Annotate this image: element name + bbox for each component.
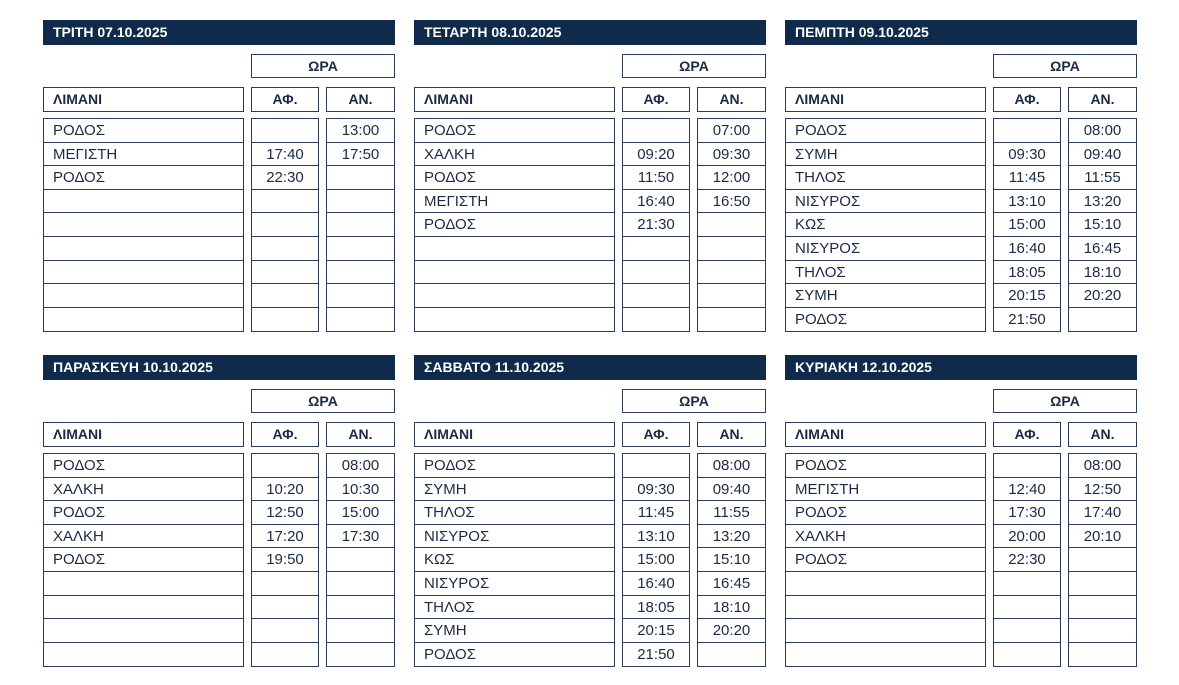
port-cell: ΡΟΔΟΣ (785, 453, 986, 478)
port-column-header: ΛΙΜΑΝΙ (43, 422, 244, 447)
port-column-header: ΛΙΜΑΝΙ (43, 87, 244, 112)
time-header: ΩΡΑ (993, 389, 1137, 413)
departure-cell: 19:50 (251, 547, 319, 572)
time-header: ΩΡΑ (622, 54, 766, 78)
port-cell (43, 236, 244, 261)
departure-cell: 09:30 (622, 477, 690, 502)
arrival-cell (326, 165, 395, 190)
arrival-cell: 12:00 (697, 165, 766, 190)
departure-cell: 18:05 (622, 595, 690, 620)
departure-cell: 16:40 (993, 236, 1061, 261)
port-cell: ΤΗΛΟΣ (785, 260, 986, 285)
departure-cell (622, 118, 690, 143)
departure-cell (251, 571, 319, 596)
departure-cell (622, 307, 690, 332)
arrival-cell: 16:45 (697, 571, 766, 596)
departure-column-header: ΑΦ. (993, 422, 1061, 447)
arrival-cell (326, 595, 395, 620)
arrival-cell: 18:10 (1068, 260, 1137, 285)
arrival-cell (697, 260, 766, 285)
departure-column-header: ΑΦ. (993, 87, 1061, 112)
port-cell: ΡΟΔΟΣ (414, 165, 615, 190)
departure-cell (993, 595, 1061, 620)
departure-cell (622, 453, 690, 478)
arrival-cell: 12:50 (1068, 477, 1137, 502)
port-cell (43, 283, 244, 308)
arrival-cell: 15:10 (1068, 212, 1137, 237)
departure-cell: 11:45 (993, 165, 1061, 190)
arrival-cell (326, 642, 395, 667)
arrival-cell (697, 642, 766, 667)
port-cell: ΜΕΓΙΣΤΗ (414, 189, 615, 214)
departure-cell: 10:20 (251, 477, 319, 502)
port-cell: ΤΗΛΟΣ (414, 500, 615, 525)
departure-cell: 11:45 (622, 500, 690, 525)
port-cell: ΡΟΔΟΣ (43, 453, 244, 478)
port-cell: ΡΟΔΟΣ (414, 118, 615, 143)
arrival-cell: 08:00 (326, 453, 395, 478)
port-cell (414, 236, 615, 261)
arrival-cell (697, 236, 766, 261)
departure-cell: 09:20 (622, 142, 690, 167)
arrival-cell: 13:20 (697, 524, 766, 549)
arrival-cell (697, 307, 766, 332)
port-column-header: ΛΙΜΑΝΙ (785, 87, 986, 112)
departure-cell (251, 618, 319, 643)
departure-column-header: ΑΦ. (622, 87, 690, 112)
port-cell: ΡΟΔΟΣ (785, 118, 986, 143)
port-cell: ΡΟΔΟΣ (785, 307, 986, 332)
departure-cell (251, 642, 319, 667)
departure-cell: 20:15 (993, 283, 1061, 308)
arrival-cell: 17:30 (326, 524, 395, 549)
arrival-cell (326, 212, 395, 237)
port-column-header: ΛΙΜΑΝΙ (414, 422, 615, 447)
arrival-column-header: ΑΝ. (697, 87, 766, 112)
departure-cell (251, 212, 319, 237)
port-cell (414, 307, 615, 332)
arrival-cell (1068, 547, 1137, 572)
departure-cell: 12:40 (993, 477, 1061, 502)
arrival-cell (1068, 642, 1137, 667)
departure-cell (622, 260, 690, 285)
departure-cell: 17:20 (251, 524, 319, 549)
port-cell: ΜΕΓΙΣΤΗ (43, 142, 244, 167)
port-cell: ΝΙΣΥΡΟΣ (785, 236, 986, 261)
departure-cell: 17:40 (251, 142, 319, 167)
port-cell: ΤΗΛΟΣ (414, 595, 615, 620)
departure-cell: 22:30 (993, 547, 1061, 572)
arrival-column-header: ΑΝ. (326, 422, 395, 447)
port-cell: ΣΥΜΗ (414, 618, 615, 643)
arrival-cell: 17:50 (326, 142, 395, 167)
port-cell (43, 260, 244, 285)
port-cell (43, 212, 244, 237)
time-header: ΩΡΑ (251, 54, 395, 78)
port-cell: ΝΙΣΥΡΟΣ (785, 189, 986, 214)
arrival-cell: 15:00 (326, 500, 395, 525)
port-cell: ΚΩΣ (414, 547, 615, 572)
arrival-cell (326, 260, 395, 285)
port-cell: ΝΙΣΥΡΟΣ (414, 571, 615, 596)
departure-cell: 22:30 (251, 165, 319, 190)
arrival-cell (326, 618, 395, 643)
arrival-cell (1068, 618, 1137, 643)
arrival-cell: 16:50 (697, 189, 766, 214)
day-header: ΣΑΒΒΑΤΟ 11.10.2025 (414, 355, 766, 380)
arrival-cell (326, 283, 395, 308)
arrival-cell: 07:00 (697, 118, 766, 143)
day-header: ΠΑΡΑΣΚΕΥΗ 10.10.2025 (43, 355, 395, 380)
departure-cell: 21:50 (993, 307, 1061, 332)
port-cell: ΣΥΜΗ (785, 283, 986, 308)
departure-cell (251, 307, 319, 332)
port-cell (414, 283, 615, 308)
port-cell: ΡΟΔΟΣ (43, 165, 244, 190)
arrival-cell: 20:20 (1068, 283, 1137, 308)
port-cell: ΡΟΔΟΣ (414, 212, 615, 237)
departure-cell: 09:30 (993, 142, 1061, 167)
arrival-column-header: ΑΝ. (1068, 422, 1137, 447)
arrival-cell (1068, 307, 1137, 332)
departure-cell (622, 236, 690, 261)
time-header: ΩΡΑ (993, 54, 1137, 78)
departure-column-header: ΑΦ. (622, 422, 690, 447)
port-cell: ΣΥΜΗ (785, 142, 986, 167)
departure-cell: 21:50 (622, 642, 690, 667)
departure-cell (251, 595, 319, 620)
departure-cell (993, 642, 1061, 667)
arrival-cell (1068, 595, 1137, 620)
departure-cell (622, 283, 690, 308)
port-cell: ΧΑΛΚΗ (785, 524, 986, 549)
departure-cell: 20:15 (622, 618, 690, 643)
port-cell: ΡΟΔΟΣ (43, 500, 244, 525)
arrival-cell: 09:30 (697, 142, 766, 167)
port-cell: ΧΑΛΚΗ (414, 142, 615, 167)
departure-cell (993, 618, 1061, 643)
day-header: ΤΡΙΤΗ 07.10.2025 (43, 20, 395, 45)
port-cell (43, 571, 244, 596)
arrival-cell (697, 283, 766, 308)
day-header: ΠΕΜΠΤΗ 09.10.2025 (785, 20, 1137, 45)
departure-cell: 20:00 (993, 524, 1061, 549)
port-cell: ΝΙΣΥΡΟΣ (414, 524, 615, 549)
arrival-cell: 09:40 (697, 477, 766, 502)
port-cell: ΡΟΔΟΣ (414, 453, 615, 478)
departure-cell: 17:30 (993, 500, 1061, 525)
arrival-cell: 17:40 (1068, 500, 1137, 525)
time-header: ΩΡΑ (251, 389, 395, 413)
arrival-cell: 18:10 (697, 595, 766, 620)
departure-cell: 21:30 (622, 212, 690, 237)
departure-cell: 13:10 (622, 524, 690, 549)
arrival-cell: 20:10 (1068, 524, 1137, 549)
arrival-cell: 11:55 (1068, 165, 1137, 190)
day-header: ΤΕΤΑΡΤΗ 08.10.2025 (414, 20, 766, 45)
departure-cell (251, 453, 319, 478)
port-cell (414, 260, 615, 285)
day-header: ΚΥΡΙΑΚΗ 12.10.2025 (785, 355, 1137, 380)
port-cell (43, 307, 244, 332)
port-cell: ΜΕΓΙΣΤΗ (785, 477, 986, 502)
arrival-cell: 08:00 (697, 453, 766, 478)
departure-cell (251, 283, 319, 308)
port-cell: ΚΩΣ (785, 212, 986, 237)
departure-column-header: ΑΦ. (251, 87, 319, 112)
arrival-cell: 08:00 (1068, 118, 1137, 143)
departure-cell: 12:50 (251, 500, 319, 525)
arrival-column-header: ΑΝ. (1068, 87, 1137, 112)
arrival-cell: 13:20 (1068, 189, 1137, 214)
departure-cell (993, 571, 1061, 596)
departure-cell: 13:10 (993, 189, 1061, 214)
arrival-cell: 20:20 (697, 618, 766, 643)
port-cell: ΧΑΛΚΗ (43, 524, 244, 549)
departure-cell (251, 260, 319, 285)
arrival-cell: 10:30 (326, 477, 395, 502)
port-cell (43, 595, 244, 620)
port-cell: ΡΟΔΟΣ (43, 547, 244, 572)
departure-cell (251, 236, 319, 261)
time-header: ΩΡΑ (622, 389, 766, 413)
arrival-cell: 08:00 (1068, 453, 1137, 478)
arrival-cell (326, 236, 395, 261)
departure-cell: 16:40 (622, 571, 690, 596)
port-cell: ΧΑΛΚΗ (43, 477, 244, 502)
port-cell (785, 618, 986, 643)
arrival-cell: 11:55 (697, 500, 766, 525)
port-cell: ΡΟΔΟΣ (785, 547, 986, 572)
port-cell (43, 189, 244, 214)
arrival-cell: 15:10 (697, 547, 766, 572)
arrival-cell (326, 571, 395, 596)
port-cell (43, 642, 244, 667)
port-cell: ΡΟΔΟΣ (414, 642, 615, 667)
arrival-column-header: ΑΝ. (326, 87, 395, 112)
port-column-header: ΛΙΜΑΝΙ (414, 87, 615, 112)
departure-column-header: ΑΦ. (251, 422, 319, 447)
arrival-cell: 09:40 (1068, 142, 1137, 167)
departure-cell (993, 118, 1061, 143)
arrival-cell (1068, 571, 1137, 596)
departure-cell: 16:40 (622, 189, 690, 214)
port-cell (785, 571, 986, 596)
departure-cell (993, 453, 1061, 478)
port-cell (43, 618, 244, 643)
port-cell: ΡΟΔΟΣ (43, 118, 244, 143)
arrival-cell: 16:45 (1068, 236, 1137, 261)
arrival-cell: 13:00 (326, 118, 395, 143)
arrival-column-header: ΑΝ. (697, 422, 766, 447)
port-cell: ΣΥΜΗ (414, 477, 615, 502)
departure-cell: 11:50 (622, 165, 690, 190)
arrival-cell (326, 547, 395, 572)
port-cell: ΤΗΛΟΣ (785, 165, 986, 190)
port-cell: ΡΟΔΟΣ (785, 500, 986, 525)
arrival-cell (326, 189, 395, 214)
departure-cell: 15:00 (622, 547, 690, 572)
port-cell (785, 642, 986, 667)
departure-cell: 15:00 (993, 212, 1061, 237)
port-cell (785, 595, 986, 620)
departure-cell: 18:05 (993, 260, 1061, 285)
departure-cell (251, 189, 319, 214)
departure-cell (251, 118, 319, 143)
arrival-cell (697, 212, 766, 237)
port-column-header: ΛΙΜΑΝΙ (785, 422, 986, 447)
arrival-cell (326, 307, 395, 332)
